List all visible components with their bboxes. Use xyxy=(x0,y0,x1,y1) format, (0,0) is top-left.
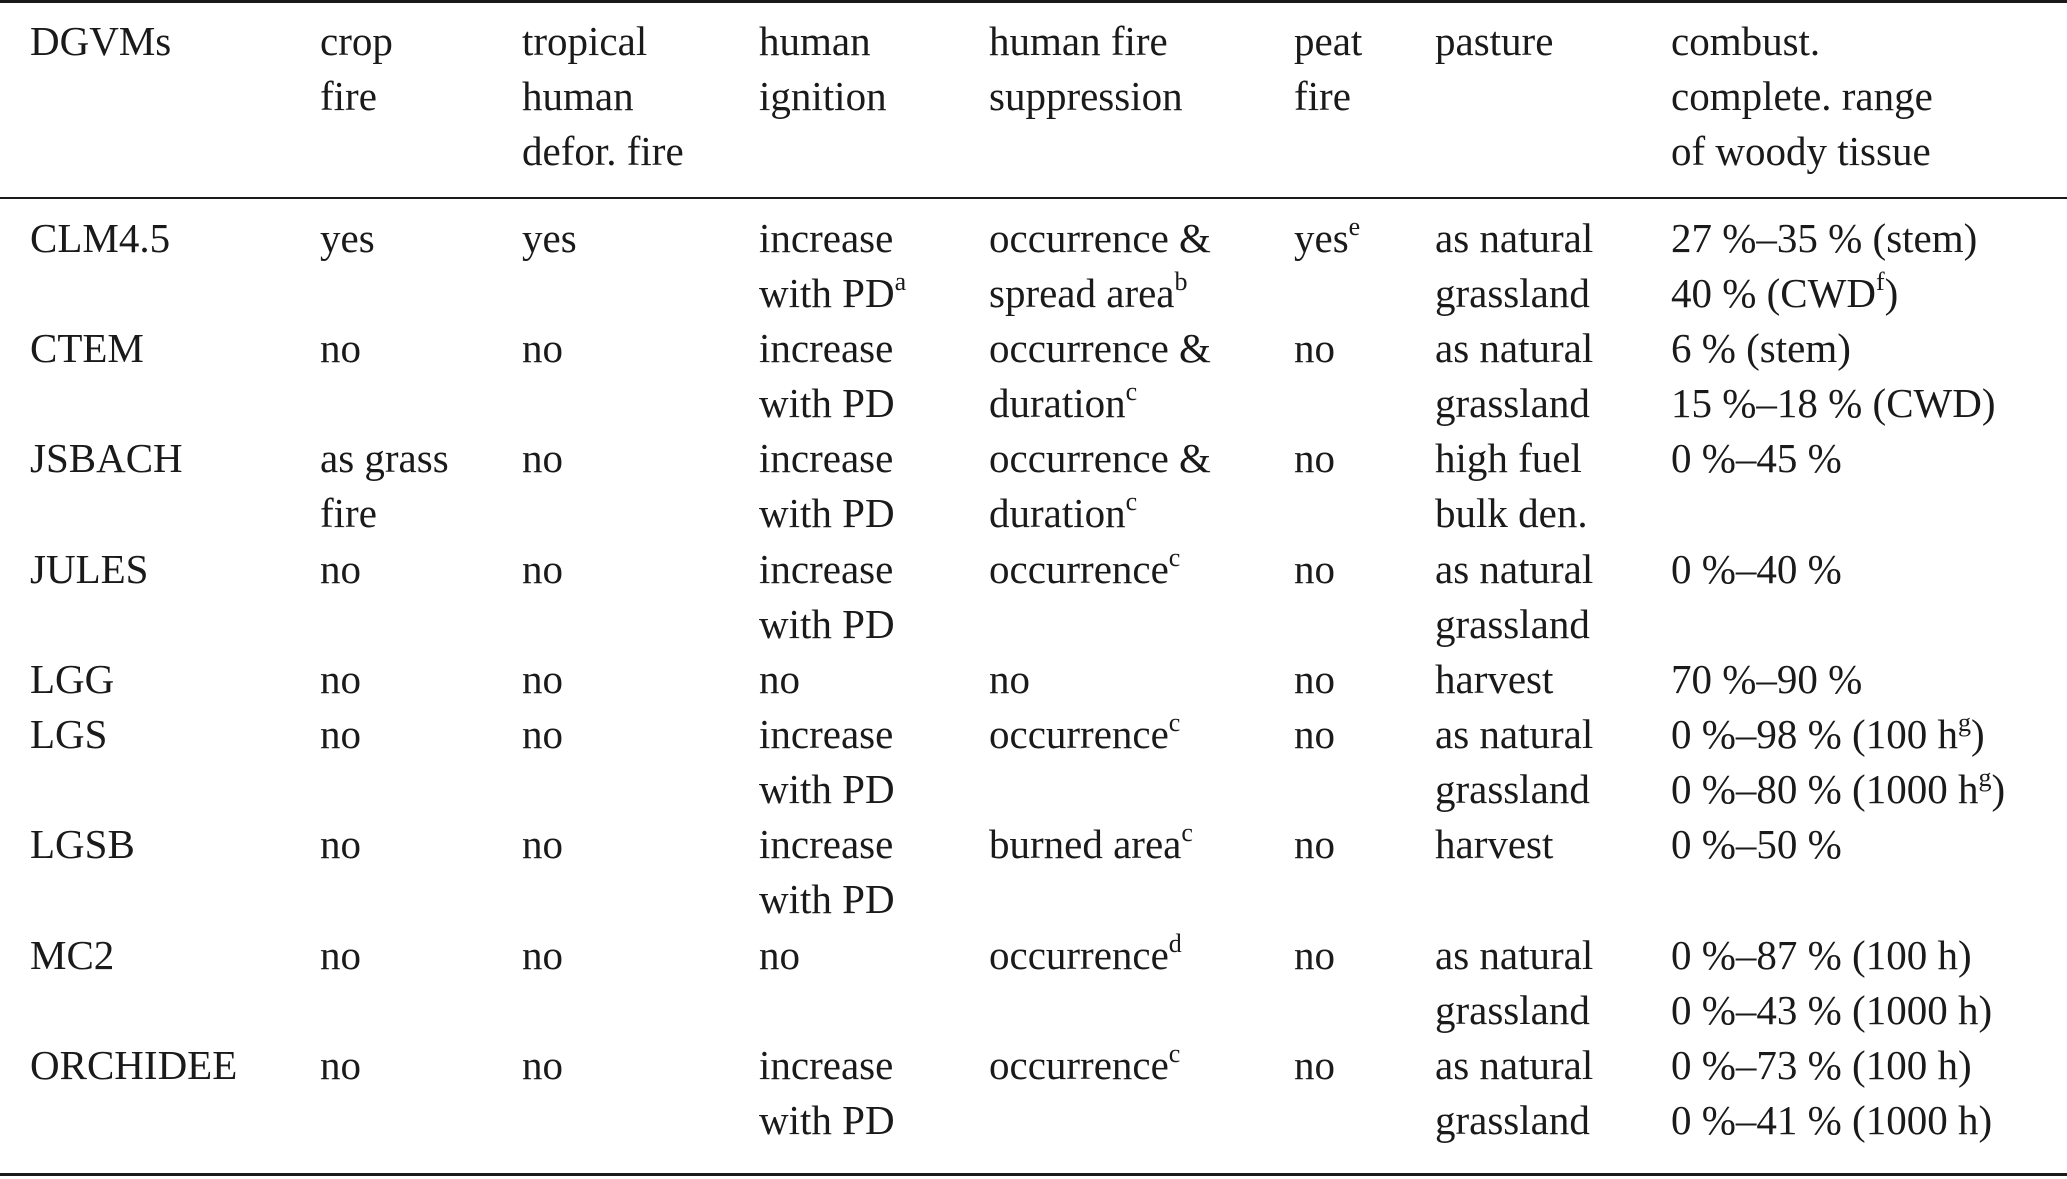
cell-text: spread area xyxy=(989,270,1175,316)
cell-line: no xyxy=(320,656,361,702)
header-line: human fire xyxy=(989,18,1168,64)
cell-line: no xyxy=(320,932,361,978)
cell-line: no xyxy=(1294,656,1335,702)
human-fire-suppression-cell xyxy=(989,542,1180,597)
table-bottom-rule xyxy=(0,1173,2067,1176)
tropical-defor-fire-cell xyxy=(522,652,563,707)
model-name: LGS xyxy=(30,711,108,757)
combustion-cell xyxy=(1671,928,1992,1038)
footnote-mark: c xyxy=(1168,543,1181,573)
cell-line: as natural xyxy=(1435,711,1594,757)
header-line: suppression xyxy=(989,73,1183,119)
model-name: LGG xyxy=(30,656,115,702)
crop-fire-cell xyxy=(320,211,375,266)
cell-line: no xyxy=(522,656,563,702)
cell-line: yes xyxy=(522,215,577,261)
cell-line: no xyxy=(759,656,800,702)
human-fire-suppression-cell xyxy=(989,1038,1180,1093)
pasture-cell xyxy=(1435,1038,1593,1148)
model-name-cell xyxy=(30,211,170,266)
combustion-cell xyxy=(1671,652,1862,707)
cell-line: as natural xyxy=(1435,932,1594,978)
cell-line xyxy=(989,431,1211,486)
model-name: MC2 xyxy=(30,932,115,978)
cell-line: as grass xyxy=(320,435,449,481)
footnote-mark: a xyxy=(894,267,907,297)
model-name: JULES xyxy=(30,546,149,592)
pasture-cell xyxy=(1435,211,1593,321)
tropical-defor-fire-cell xyxy=(522,817,563,872)
tropical-defor-fire-cell xyxy=(522,542,563,597)
cell-line xyxy=(989,266,1211,321)
header-line: human xyxy=(759,18,871,64)
human-ignition-cell xyxy=(759,817,895,927)
header-line: complete. range xyxy=(1671,73,1933,119)
human-ignition-cell xyxy=(759,431,895,541)
peat-fire-cell xyxy=(1294,652,1335,707)
cell-line: no xyxy=(759,932,800,978)
cell-line xyxy=(1294,211,1360,266)
pasture-cell xyxy=(1435,542,1593,652)
human-fire-suppression-cell xyxy=(989,321,1211,431)
cell-line: 0 %–43 % (1000 h) xyxy=(1671,987,1993,1033)
cell-text: with PD xyxy=(759,270,895,316)
cell-line: 0 %–45 % xyxy=(1671,435,1842,481)
combustion-cell xyxy=(1671,542,1842,597)
cell-line: 6 % (stem) xyxy=(1671,325,1851,371)
human-ignition-cell xyxy=(759,928,800,983)
footnote-mark: c xyxy=(1181,818,1193,848)
cell-line: increase xyxy=(759,711,894,757)
cell-line: fire xyxy=(320,490,377,536)
model-name: CLM4.5 xyxy=(30,215,171,261)
cell-line xyxy=(989,1038,1180,1093)
cell-line: grassland xyxy=(1435,766,1590,812)
peat-fire-cell xyxy=(1294,211,1360,266)
combustion-cell xyxy=(1671,211,1977,321)
header-line: defor. fire xyxy=(522,128,684,174)
header-line: combust. xyxy=(1671,18,1821,64)
human-fire-suppression-cell xyxy=(989,431,1211,541)
header-line: tropical xyxy=(522,18,648,64)
tropical-defor-fire-cell xyxy=(522,1038,563,1093)
header-line: crop xyxy=(320,18,393,64)
human-fire-suppression-cell xyxy=(989,652,1030,707)
cell-line xyxy=(989,211,1211,266)
cell-line: increase xyxy=(759,325,894,371)
footnote-mark: c xyxy=(1168,708,1181,738)
cell-text: occurrence xyxy=(989,546,1169,592)
peat-fire-cell xyxy=(1294,707,1335,762)
cell-line: no xyxy=(522,435,563,481)
header-line: of woody tissue xyxy=(1671,128,1931,174)
cell-line: no xyxy=(1294,932,1335,978)
cell-line: grassland xyxy=(1435,987,1590,1033)
header-line: DGVMs xyxy=(30,18,172,64)
cell-line: with PD xyxy=(759,490,895,536)
header-tropical-defor-fire xyxy=(522,14,684,179)
tropical-defor-fire-cell xyxy=(522,321,563,376)
cell-text: occurrence xyxy=(989,932,1169,978)
model-name-cell xyxy=(30,652,114,707)
model-name: ORCHIDEE xyxy=(30,1042,238,1088)
crop-fire-cell xyxy=(320,431,449,541)
cell-line: no xyxy=(1294,711,1335,757)
cell-text: occurrence xyxy=(989,1042,1169,1088)
human-ignition-cell xyxy=(759,321,895,431)
model-name-cell xyxy=(30,431,183,486)
cell-line: 0 %–40 % xyxy=(1671,546,1842,592)
crop-fire-cell xyxy=(320,817,361,872)
cell-line: 0 %–41 % (1000 h) xyxy=(1671,1097,1993,1143)
crop-fire-cell xyxy=(320,1038,361,1093)
header-dgvms xyxy=(30,14,171,69)
cell-line: no xyxy=(320,546,361,592)
human-fire-suppression-cell xyxy=(989,817,1193,872)
model-name-cell xyxy=(30,321,144,376)
cell-line xyxy=(989,707,1180,762)
model-name-cell xyxy=(30,542,148,597)
tropical-defor-fire-cell xyxy=(522,431,563,486)
cell-line: increase xyxy=(759,821,894,867)
peat-fire-cell xyxy=(1294,431,1335,486)
cell-line xyxy=(1671,211,1977,266)
cell-line: no xyxy=(522,1042,563,1088)
cell-line: grassland xyxy=(1435,270,1590,316)
pasture-cell xyxy=(1435,321,1593,431)
pasture-cell xyxy=(1435,817,1553,872)
cell-line: with PD xyxy=(759,876,895,922)
pasture-cell xyxy=(1435,652,1553,707)
cell-line xyxy=(1671,266,1977,321)
model-name: LGSB xyxy=(30,821,135,867)
pasture-cell xyxy=(1435,431,1588,541)
cell-text: yes xyxy=(1294,215,1349,261)
cell-line: as natural xyxy=(1435,1042,1594,1088)
model-name-cell xyxy=(30,817,135,872)
footnote-mark: e xyxy=(1348,212,1361,242)
cell-line: no xyxy=(989,656,1030,702)
cell-line: 0 %–87 % (100 h) xyxy=(1671,932,1972,978)
cell-line: 0 %–73 % (100 h) xyxy=(1671,1042,1972,1088)
cell-line: 70 %–90 % xyxy=(1671,656,1863,702)
peat-fire-cell xyxy=(1294,817,1335,872)
human-fire-suppression-cell xyxy=(989,707,1180,762)
table-header-rule xyxy=(0,197,2067,199)
crop-fire-cell xyxy=(320,321,361,376)
cell-line: harvest xyxy=(1435,656,1554,702)
header-human-ignition xyxy=(759,14,887,124)
human-ignition-cell xyxy=(759,542,895,652)
cell-line: 0 %–50 % xyxy=(1671,821,1842,867)
cell-line: as natural xyxy=(1435,215,1594,261)
header-line: ignition xyxy=(759,73,887,119)
cell-text: 40 % (CWD xyxy=(1671,270,1876,316)
cell-line xyxy=(759,211,906,266)
cell-line: grassland xyxy=(1435,601,1590,647)
cell-text: duration xyxy=(989,490,1126,536)
cell-line: no xyxy=(320,1042,361,1088)
cell-line xyxy=(989,928,1182,983)
model-name: JSBACH xyxy=(30,435,183,481)
cell-line: increase xyxy=(759,1042,894,1088)
cell-line: increase xyxy=(759,546,894,592)
model-name-cell xyxy=(30,707,107,762)
human-ignition-cell xyxy=(759,707,895,817)
crop-fire-cell xyxy=(320,707,361,762)
cell-line: no xyxy=(1294,821,1335,867)
cell-line: no xyxy=(522,711,563,757)
header-crop-fire xyxy=(320,14,393,124)
crop-fire-cell xyxy=(320,928,361,983)
header-line: fire xyxy=(320,73,377,119)
cell-line: no xyxy=(522,932,563,978)
cell-line: 15 %–18 % (CWD) xyxy=(1671,380,1996,426)
header-peat-fire xyxy=(1294,14,1362,124)
cell-line xyxy=(1671,762,2005,817)
header-human-fire-suppression xyxy=(989,14,1183,124)
cell-line: grassland xyxy=(1435,1097,1590,1143)
cell-line: with PD xyxy=(759,380,895,426)
footnote-mark: g xyxy=(1957,708,1971,738)
cell-line: no xyxy=(1294,435,1335,481)
cell-text: occurrence & xyxy=(989,215,1211,261)
cell-text: 0 %–80 % (1000 h xyxy=(1671,766,1979,812)
cell-text: occurrence & xyxy=(989,435,1211,481)
peat-fire-cell xyxy=(1294,928,1335,983)
cell-line: no xyxy=(320,821,361,867)
header-line: peat xyxy=(1294,18,1363,64)
pasture-cell xyxy=(1435,707,1593,817)
tropical-defor-fire-cell xyxy=(522,707,563,762)
human-ignition-cell xyxy=(759,1038,895,1148)
cell-line xyxy=(759,266,906,321)
cell-line: no xyxy=(320,325,361,371)
cell-line: yes xyxy=(320,215,375,261)
table-top-rule xyxy=(0,0,2067,3)
human-fire-suppression-cell xyxy=(989,928,1182,983)
footnote-mark: c xyxy=(1125,487,1138,517)
cell-line: harvest xyxy=(1435,821,1554,867)
cell-line: increase xyxy=(759,435,894,481)
header-line: pasture xyxy=(1435,18,1554,64)
cell-line: high fuel xyxy=(1435,435,1582,481)
cell-line xyxy=(989,817,1193,872)
footnote-mark: c xyxy=(1125,377,1138,407)
human-ignition-cell xyxy=(759,211,906,321)
cell-text: ) xyxy=(1970,711,1985,757)
cell-line: no xyxy=(522,821,563,867)
tropical-defor-fire-cell xyxy=(522,211,577,266)
footnote-mark: f xyxy=(1875,267,1885,297)
cell-text: occurrence & xyxy=(989,325,1211,371)
cell-line: with PD xyxy=(759,1097,895,1143)
cell-line: with PD xyxy=(759,766,895,812)
header-combustion-completeness xyxy=(1671,14,1933,179)
cell-line: no xyxy=(1294,325,1335,371)
cell-line: with PD xyxy=(759,601,895,647)
cell-line: as natural xyxy=(1435,325,1594,371)
crop-fire-cell xyxy=(320,542,361,597)
cell-line: no xyxy=(320,711,361,757)
header-line: human xyxy=(522,73,634,119)
combustion-cell xyxy=(1671,707,2005,817)
cell-text: ) xyxy=(1991,766,2006,812)
cell-text: occurrence xyxy=(989,711,1169,757)
crop-fire-cell xyxy=(320,652,361,707)
combustion-cell xyxy=(1671,1038,1992,1148)
combustion-cell xyxy=(1671,321,1996,431)
footnote-mark: c xyxy=(1168,1039,1181,1069)
cell-line: grassland xyxy=(1435,380,1590,426)
cell-text: 27 %–35 % (stem) xyxy=(1671,215,1978,261)
cell-line xyxy=(989,542,1180,597)
footnote-mark: d xyxy=(1168,929,1182,959)
cell-line: no xyxy=(522,325,563,371)
peat-fire-cell xyxy=(1294,1038,1335,1093)
header-pasture xyxy=(1435,14,1553,69)
cell-line: no xyxy=(1294,546,1335,592)
cell-line: no xyxy=(1294,1042,1335,1088)
peat-fire-cell xyxy=(1294,542,1335,597)
combustion-cell xyxy=(1671,431,1842,486)
model-name-cell xyxy=(30,1038,237,1093)
cell-line xyxy=(1671,707,2005,762)
human-fire-suppression-cell xyxy=(989,211,1211,321)
cell-text: increase xyxy=(759,215,894,261)
cell-line: no xyxy=(522,546,563,592)
cell-line xyxy=(989,486,1211,541)
peat-fire-cell xyxy=(1294,321,1335,376)
footnote-mark: g xyxy=(1978,763,1992,793)
cell-text: ) xyxy=(1884,270,1899,316)
footnote-mark: b xyxy=(1174,267,1188,297)
cell-line xyxy=(989,376,1211,431)
tropical-defor-fire-cell xyxy=(522,928,563,983)
cell-text: duration xyxy=(989,380,1126,426)
model-name: CTEM xyxy=(30,325,144,371)
cell-text: 0 %–98 % (100 h xyxy=(1671,711,1958,757)
cell-line: bulk den. xyxy=(1435,490,1588,536)
model-name-cell xyxy=(30,928,114,983)
cell-text: burned area xyxy=(989,821,1182,867)
combustion-cell xyxy=(1671,817,1842,872)
cell-line xyxy=(989,321,1211,376)
human-ignition-cell xyxy=(759,652,800,707)
cell-line: as natural xyxy=(1435,546,1594,592)
pasture-cell xyxy=(1435,928,1593,1038)
header-line: fire xyxy=(1294,73,1351,119)
